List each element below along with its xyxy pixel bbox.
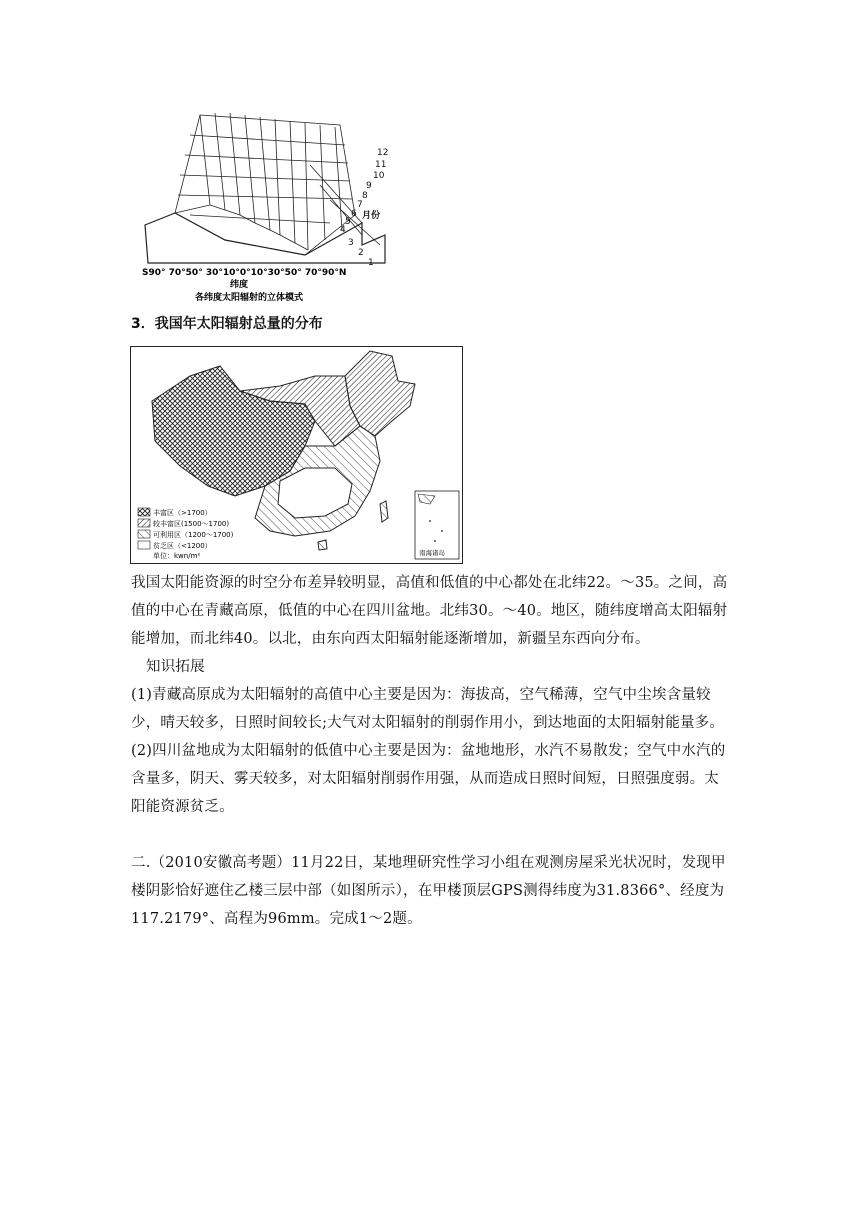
solar-radiation-3d-figure: [130, 105, 405, 305]
question-paragraph: 二.（2010安徽高考题）11月22日，某地理研究性学习小组在观测房屋采光状况时，发现甲楼阴影恰好遮住乙楼三层中部（如图所示），在甲楼顶层GPS测得纬度为31.8366°、经度为117.2179°、高程为96mm。完成1～2题。: [131, 855, 726, 927]
knowledge-extension-title: 知识拓展: [146, 659, 205, 675]
month-axis-title: 月份: [362, 211, 381, 221]
south-china-sea-inset: [415, 491, 459, 559]
legend-item-usable: 可利用区（1200～1700): [153, 531, 234, 539]
svg-text:4: 4: [340, 225, 346, 235]
svg-text:3: 3: [348, 238, 354, 248]
main-paragraph: [131, 569, 731, 653]
china-solar-map-figure: [130, 346, 463, 564]
svg-text:2: 2: [358, 248, 364, 258]
svg-text:8: 8: [362, 191, 368, 201]
svg-text:1: 1: [368, 258, 374, 268]
paragraph-distribution: 我国太阳能资源的时空分布差异较明显，高值和低值的中心都处在北纬22。～35。之间，高值的中心在青藏高原，低值的中心在四川盆地。北纬30。～40。地区，随纬度增高太阳辐射能增加，而北纬40。以北，由东向西太阳辐射能逐渐增加，新疆呈东西向分布。: [131, 575, 728, 647]
figure1-caption: 各纬度太阳辐射的立体模式: [195, 293, 304, 303]
legend-item-fairly-rich: 较丰富区(1500～1700): [153, 520, 230, 528]
svg-text:5: 5: [345, 217, 351, 227]
svg-text:11: 11: [375, 160, 387, 170]
svg-text:6: 6: [351, 209, 357, 219]
legend-unit: 单位：kwn/m²: [153, 552, 201, 560]
paragraph-qinghai-tibet: (1)青藏高原成为太阳辐射的高值中心主要是因为：海拔高，空气稀薄，空气中尘埃含量较少，晴天较多，日照时间较长;大气对太阳辐射的削弱作用小，到达地面的太阳辐射能量多。: [131, 687, 725, 731]
paragraph-sichuan: (2)四川盆地成为太阳辐射的低值中心主要是因为：盆地地形，水汽不易散发；空气中水汽的含量多，阴天、雾天较多，对太阳辐射削弱作用强，从而造成日照时间短，日照强度弱。太阳能资源贫乏。: [131, 743, 726, 815]
svg-text:9: 9: [366, 181, 372, 191]
svg-text:南海诸岛: 南海诸岛: [419, 549, 445, 557]
month-axis-labels: [340, 148, 388, 268]
svg-text:7: 7: [357, 200, 363, 210]
legend-item-rich: 丰富区（>1700）: [153, 509, 212, 517]
svg-text:10: 10: [373, 171, 385, 181]
latitude-tick-labels: S90° 70°50° 30°10°0°10°30°50° 70°90°N: [142, 268, 347, 278]
latitude-axis-title: 纬度: [230, 280, 249, 290]
section-heading: 3．我国年太阳辐射总量的分布: [131, 316, 323, 332]
svg-text:12: 12: [377, 148, 389, 158]
legend-item-poor: 贫乏区（<1200）: [153, 542, 212, 550]
